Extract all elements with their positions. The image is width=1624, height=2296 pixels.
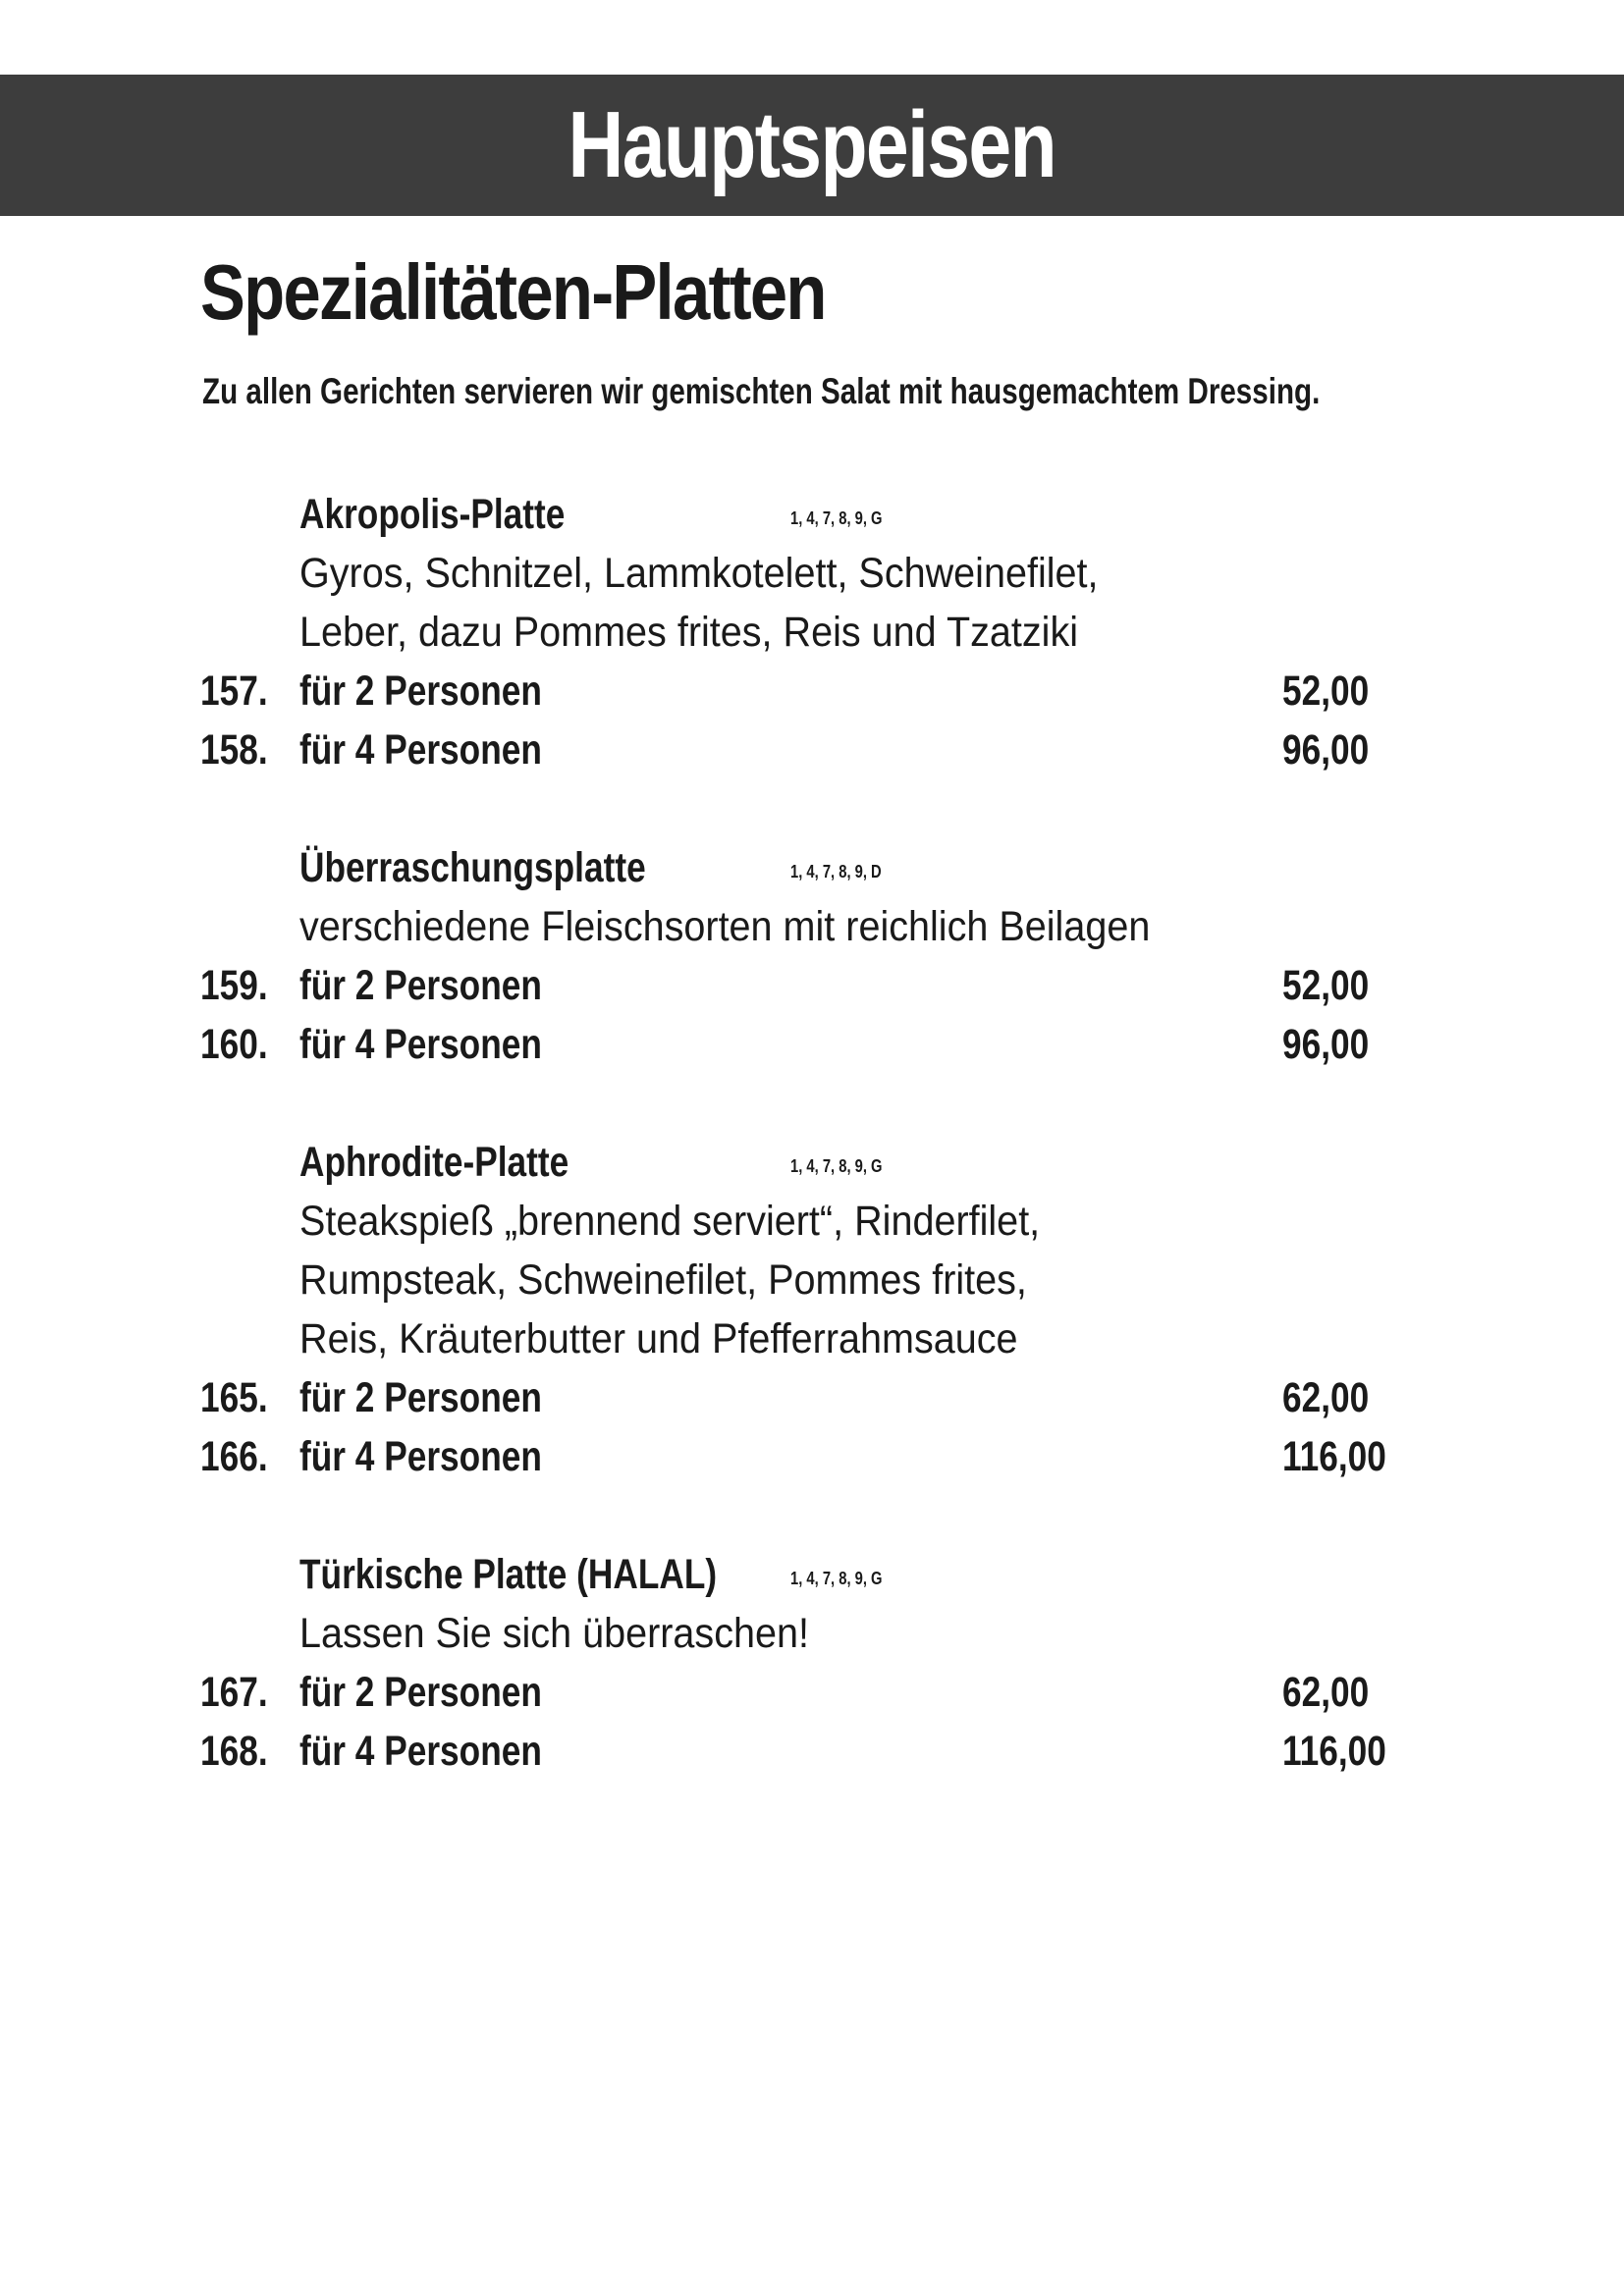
portion-label: für 2 Personen [299, 1374, 542, 1421]
dish-name: Überraschungsplatte [299, 844, 646, 891]
dish-description-line: Rumpsteak, Schweinefilet, Pommes frites, [299, 1256, 1027, 1304]
dish-description-line: Lassen Sie sich überraschen! [299, 1610, 809, 1657]
dish-akropolis-platte [0, 485, 1624, 779]
portion-label: für 2 Personen [299, 962, 542, 1009]
portion-label: für 2 Personen [299, 1669, 542, 1716]
item-number: 165. [200, 1374, 268, 1421]
price: 116,00 [1282, 1728, 1386, 1775]
allergen-codes: 1, 4, 7, 8, 9, D [790, 862, 882, 881]
dish-header [0, 1545, 1624, 1604]
menu-item-row [0, 721, 1624, 779]
allergen-codes: 1, 4, 7, 8, 9, G [790, 508, 883, 528]
dish-name: Akropolis-Platte [299, 491, 566, 538]
dish-description-line: Gyros, Schnitzel, Lammkotelett, Schweinefilet, [299, 550, 1099, 597]
dish-name: Türkische Platte (HALAL) [299, 1551, 718, 1598]
dish-tuerkische-platte [0, 1545, 1624, 1781]
allergen-codes: 1, 4, 7, 8, 9, G [790, 1156, 883, 1176]
menu-item-row [0, 956, 1624, 1015]
portion-label: für 4 Personen [299, 1433, 542, 1480]
price: 62,00 [1282, 1669, 1370, 1716]
price: 96,00 [1282, 726, 1370, 774]
dish-description-line: verschiedene Fleischsorten mit reichlich Beilagen [299, 903, 1151, 950]
section-subtitle: Zu allen Gerichten servieren wir gemischten Salat mit hausgemachtem Dressing. [202, 371, 1321, 411]
menu-item-row [0, 1368, 1624, 1427]
dish-aphrodite-platte [0, 1133, 1624, 1486]
item-number: 158. [200, 726, 268, 774]
price: 116,00 [1282, 1433, 1386, 1480]
allergen-codes: 1, 4, 7, 8, 9, G [790, 1569, 883, 1588]
item-number: 168. [200, 1728, 268, 1775]
item-number: 157. [200, 667, 268, 715]
menu-item-row [0, 1663, 1624, 1722]
menu-item-row [0, 1427, 1624, 1486]
price: 52,00 [1282, 962, 1370, 1009]
menu-item-row [0, 1722, 1624, 1781]
item-number: 159. [200, 962, 268, 1009]
dish-header [0, 1133, 1624, 1192]
header-bar [0, 75, 1624, 216]
dish-header [0, 485, 1624, 544]
item-number: 166. [200, 1433, 268, 1480]
dish-description-line: Leber, dazu Pommes frites, Reis und Tzatziki [299, 609, 1079, 656]
dish-ueberraschungsplatte [0, 838, 1624, 1074]
page-title: Hauptspeisen [568, 92, 1056, 197]
portion-label: für 2 Personen [299, 667, 542, 715]
menu-item-row [0, 662, 1624, 721]
price: 96,00 [1282, 1021, 1370, 1068]
dish-description-line: Reis, Kräuterbutter und Pfefferrahmsauce [299, 1315, 1018, 1362]
dish-name: Aphrodite-Platte [299, 1139, 569, 1186]
dish-description-line: Steakspieß „brennend serviert“, Rinderfilet, [299, 1198, 1041, 1245]
menu-item-row [0, 1015, 1624, 1074]
dish-header [0, 838, 1624, 897]
portion-label: für 4 Personen [299, 1728, 542, 1775]
price: 62,00 [1282, 1374, 1370, 1421]
item-number: 160. [200, 1021, 268, 1068]
portion-label: für 4 Personen [299, 726, 542, 774]
item-number: 167. [200, 1669, 268, 1716]
portion-label: für 4 Personen [299, 1021, 542, 1068]
price: 52,00 [1282, 667, 1370, 715]
section-title: Spezialitäten-Platten [200, 248, 826, 336]
